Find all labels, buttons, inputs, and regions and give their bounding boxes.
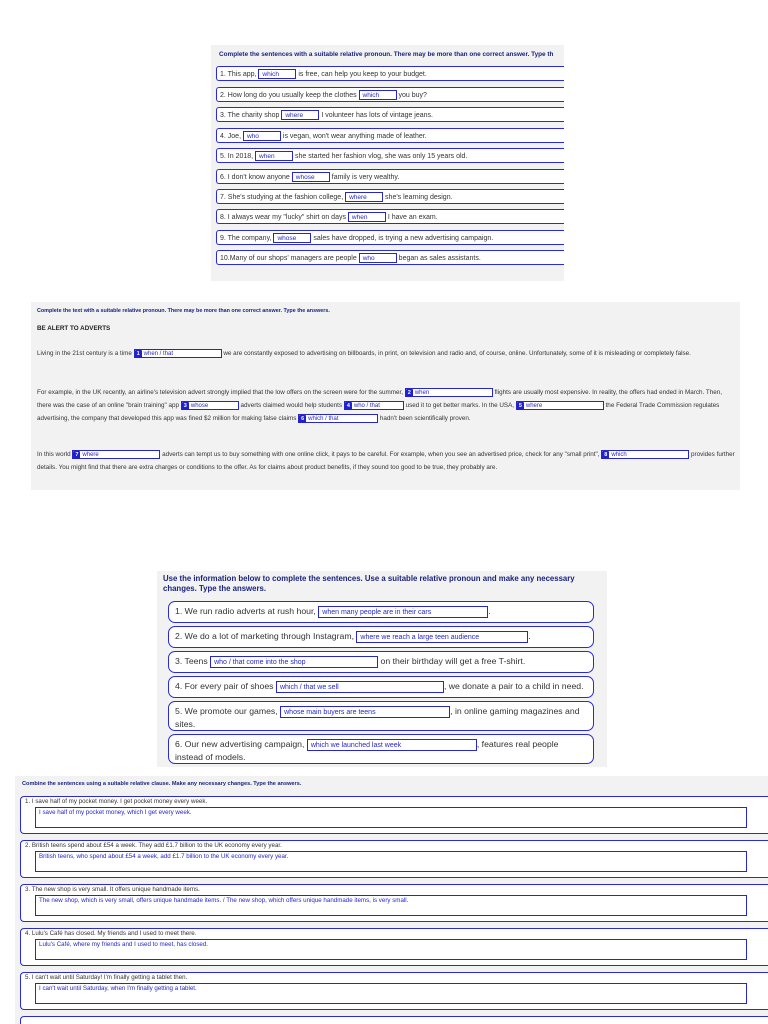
exercise-3-instruction: Use the information below to complete the sentences. Use a suitable relative pronoun and make any necessary changes. Type the answers. — [163, 574, 575, 593]
exercise-4 — [15, 776, 768, 1024]
ex3-item-5: 5. We promote our games, whose main buyers are teens , in online gaming magazines and sites. — [168, 701, 594, 731]
ex4-answer-5[interactable]: I can't wait until Saturday, when I'm finally getting a tablet. — [35, 983, 747, 1004]
ex3-answer-1[interactable]: when many people are in their cars — [318, 606, 488, 618]
ex4-answer-2[interactable]: British teens, who spend about £54 a week, add £1.7 billion to the UK economy every year. — [35, 851, 747, 872]
ex2-paragraph-2: For example, in the UK recently, an airline's television advert strongly implied that the low offers on the screen were for the summer, 2 when flights are usually most expensive. In reality, the offers had ended in March. Then, there was the case of an online "brain training" app 3 whose adverts claimed would help students 4 who / that used it to get better marks. In the USA, 5 where the Federal Trade Commission regulates advertising, the company that developed this app was fined $2 million for making false claims 6 which / that hadn't been scientifically proven. — [37, 389, 723, 422]
ex3-answer-5[interactable]: whose main buyers are teens — [280, 706, 450, 718]
ex1-item-4: 4. Joe, who is vegan, won't wear anything made of leather. — [216, 128, 564, 143]
exercise-1-instruction: Complete the sentences with a suitable relative pronoun. There may be more than one correct answer. Type th — [219, 51, 554, 58]
ex3-answer-4[interactable]: which / that we sell — [276, 681, 444, 693]
ex4-question-2: 2. British teens spend about £54 a week. They add £1.7 billion to the UK economy every year. — [25, 842, 282, 849]
ex2-paragraph-1: Living in the 21st century is a time 1 when / that we are constantly exposed to advertising on billboards, in print, on television and radio and, of course, online. Unfortunately, some of it is misleading or completely false. — [37, 350, 691, 357]
ex4-item-6-partial — [20, 1016, 768, 1024]
ex1-answer-9[interactable]: whose — [273, 233, 311, 243]
ex3-item-4: 4. For every pair of shoes which / that we sell , we donate a pair to a child in need. — [168, 676, 594, 698]
ex2-gap-2[interactable]: 2 when — [405, 388, 493, 397]
ex1-answer-5[interactable]: when — [255, 151, 293, 161]
exercise-1 — [211, 45, 564, 281]
ex1-item-3: 3. The charity shop where I volunteer has lots of vintage jeans. — [216, 107, 564, 122]
ex1-answer-7[interactable]: where — [345, 192, 383, 202]
ex3-answer-6[interactable]: which we launched last week — [307, 739, 477, 751]
ex1-item-10: 10.Many of our shops' managers are people who began as sales assistants. — [216, 250, 564, 265]
ex1-item-8: 8. I always wear my "lucky" shirt on days when I have an exam. — [216, 209, 564, 224]
ex4-question-5: 5. I can't wait until Saturday! I'm finally getting a tablet then. — [25, 974, 188, 981]
ex3-item-1: 1. We run radio adverts at rush hour, when many people are in their cars . — [168, 601, 594, 623]
ex1-item-7: 7. She's studying at the fashion college, where she's learning design. — [216, 189, 564, 204]
ex4-item-3 — [20, 884, 768, 922]
ex4-item-1 — [20, 796, 768, 834]
ex2-gap-4[interactable]: 4 who / that — [344, 401, 404, 410]
ex3-answer-2[interactable]: where we reach a large teen audience — [356, 631, 528, 643]
ex2-gap-6[interactable]: 6 which / that — [298, 414, 378, 423]
ex1-answer-4[interactable]: who — [243, 131, 281, 141]
ex2-paragraph-3: In this world 7 where adverts can tempt us to buy something with one online click, it pays to be careful. For example, when you see an advertised price, check for any "small print", 8 which provides further details. You might find that there are extra charges or conditions to the offer. As for claims about product benefits, if they sound too good to be true, they probably are. — [37, 451, 735, 471]
ex4-item-2 — [20, 840, 768, 878]
ex1-answer-6[interactable]: whose — [292, 172, 330, 182]
ex2-gap-8[interactable]: 8 which — [601, 450, 689, 459]
ex1-answer-10[interactable]: who — [359, 253, 397, 263]
ex4-item-5 — [20, 972, 768, 1010]
exercise-3 — [157, 571, 607, 767]
ex2-gap-5[interactable]: 5 where — [516, 401, 604, 410]
ex1-item-9: 9. The company, whose sales have dropped, is trying a new advertising campaign. — [216, 230, 564, 245]
ex4-question-3: 3. The new shop is very small. It offers unique handmade items. — [25, 886, 200, 893]
exercise-2-title: BE ALERT TO ADVERTS — [37, 325, 111, 332]
ex4-answer-3[interactable]: The new shop, which is very small, offers unique handmade items. / The new shop, which offers unique handmade items, is very small. — [35, 895, 747, 916]
ex1-item-1: 1. This app, which is free, can help you keep to your budget. — [216, 66, 564, 81]
ex1-item-6: 6. I don't know anyone whose family is very wealthy. — [216, 169, 564, 184]
ex4-answer-4[interactable]: Lulu's Café, where my friends and I used to meet, has closed. — [35, 939, 747, 960]
ex1-answer-2[interactable]: which — [359, 90, 397, 100]
ex2-gap-1[interactable]: 1 when / that — [134, 349, 222, 358]
ex4-question-1: 1. I save half of my pocket money. I get pocket money every week. — [25, 798, 208, 805]
ex2-gap-3[interactable]: 3 whose — [181, 401, 239, 410]
ex1-answer-3[interactable]: where — [281, 110, 319, 120]
ex1-item-2: 2. How long do you usually keep the clothes which you buy? — [216, 87, 564, 102]
ex1-answer-8[interactable]: when — [348, 212, 386, 222]
ex3-item-3: 3. Teens who / that come into the shop on their birthday will get a free T-shirt. — [168, 651, 594, 673]
ex1-answer-1[interactable]: which — [258, 69, 296, 79]
ex4-question-4: 4. Lulu's Café has closed. My friends and I used to meet there. — [25, 930, 197, 937]
exercise-2 — [31, 302, 740, 490]
ex4-answer-1[interactable]: I save half of my pocket money, which I get every week. — [35, 807, 747, 828]
ex3-answer-3[interactable]: who / that come into the shop — [210, 656, 378, 668]
exercise-4-instruction: Combine the sentences using a suitable relative clause. Make any necessary changes. Type the answers. — [22, 781, 302, 787]
exercise-2-instruction: Complete the text with a suitable relative pronoun. There may be more than one correct answer. Type the answers. — [37, 308, 330, 314]
ex3-item-6: 6. Our new advertising campaign, which we launched last week , features real people instead of models. — [168, 734, 594, 764]
ex2-gap-7[interactable]: 7 where — [72, 450, 160, 459]
ex1-item-5: 5. In 2018, when she started her fashion vlog, she was only 15 years old. — [216, 148, 564, 163]
ex3-item-2: 2. We do a lot of marketing through Instagram, where we reach a large teen audience . — [168, 626, 594, 648]
ex4-item-4 — [20, 928, 768, 966]
